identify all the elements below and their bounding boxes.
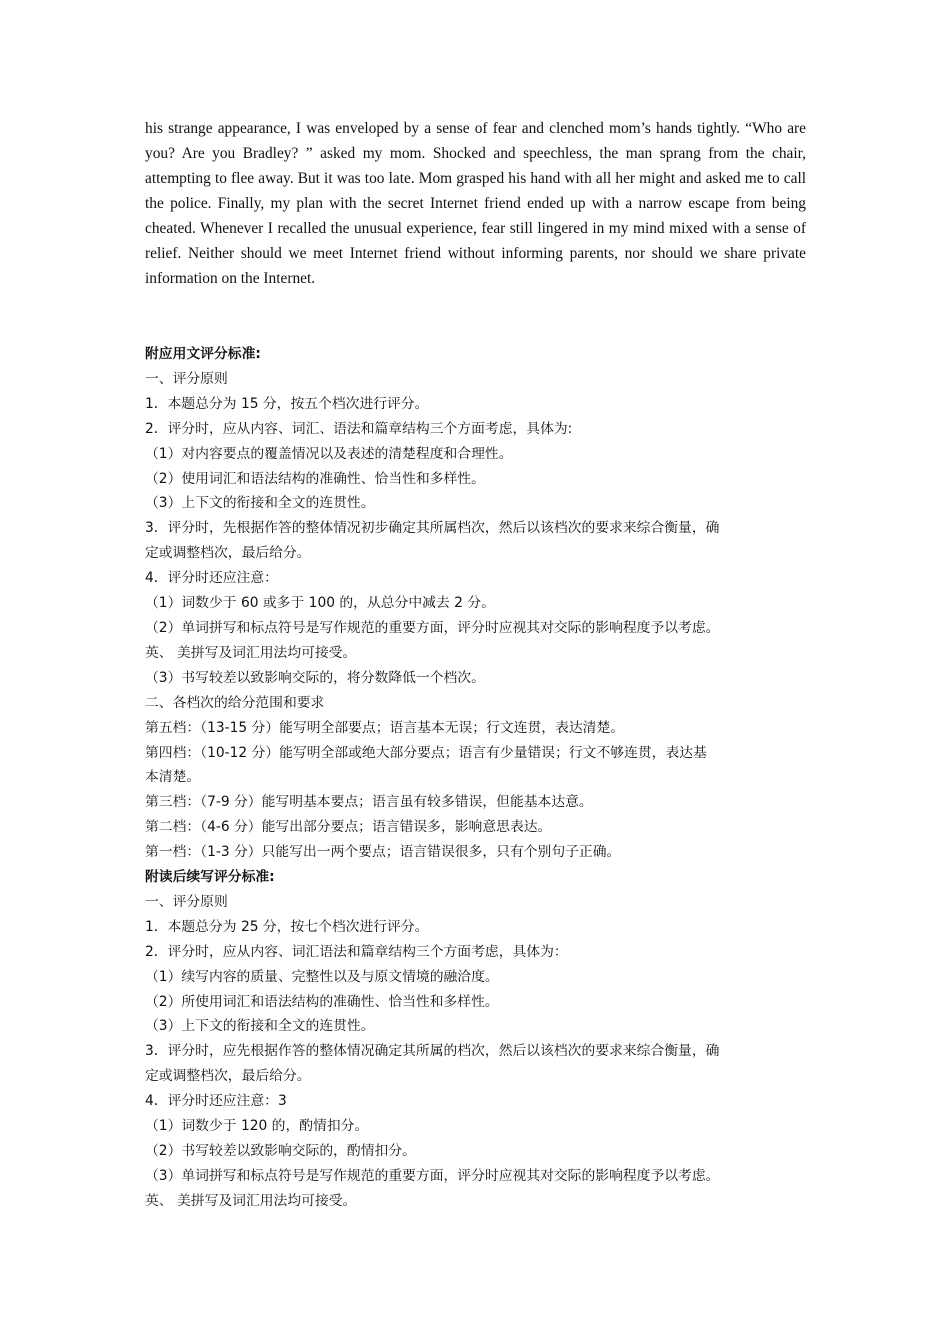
criteria-line: 第四档：（10-12 分）能写明全部或绝大部分要点；语言有少量错误；行文不够连贯，表达基 — [145, 744, 707, 761]
criteria-line: 定或调整档次，最后给分。 — [145, 1068, 311, 1085]
criteria-line: 4．评分时还应注意： — [145, 570, 278, 587]
criteria-line: （2）单词拼写和标点符号是写作规范的重要方面，评分时应视其对交际的影响程度予以考虑。 — [145, 619, 720, 636]
criteria-line: 第二档：（4-6 分）能写出部分要点；语言错误多，影响意思表达。 — [145, 819, 552, 836]
criteria-line: （2）使用词汇和语法结构的准确性、恰当性和多样性。 — [145, 470, 485, 487]
continuation-writing-heading: 附读后续写评分标准: — [145, 869, 275, 886]
criteria-line: （3）上下文的衔接和全文的连贯性。 — [145, 495, 375, 512]
criteria-line: 第三档：（7-9 分）能写明基本要点；语言虽有较多错误，但能基本达意。 — [145, 794, 593, 811]
criteria-line: 一、评分原则 — [145, 893, 228, 910]
criteria-line: （2）书写较差以致影响交际的，酌情扣分。 — [145, 1143, 416, 1159]
criteria-line: 本清楚。 — [145, 769, 201, 786]
applied-writing-heading: 附应用文评分标准: — [145, 346, 261, 362]
criteria-line: （3）书写较差以致影响交际的，将分数降低一个档次。 — [145, 669, 485, 686]
criteria-line: 第一档：（1-3 分）只能写出一两个要点；语言错误很多，只有个别句子正确。 — [145, 844, 621, 861]
criteria-line: 第五档：（13-15 分）能写明全部要点；语言基本无误；行文连贯，表达清楚。 — [145, 719, 625, 736]
criteria-line: 定或调整档次，最后给分。 — [145, 545, 311, 562]
criteria-line: 3．评分时，先根据作答的整体情况初步确定其所属档次，然后以该档次的要求来综合衡量，确 — [145, 520, 720, 537]
criteria-line: （2）所使用词汇和语法结构的准确性、恰当性和多样性。 — [145, 993, 499, 1010]
criteria-line: 3．评分时，应先根据作答的整体情况确定其所属的档次，然后以该档次的要求来综合衡量，确 — [145, 1043, 720, 1060]
criteria-line: 一、评分原则 — [145, 370, 228, 387]
criteria-line: 英、 美拼写及词汇用法均可接受。 — [145, 644, 357, 661]
criteria-line: 4．评分时还应注意：3 — [145, 1093, 287, 1110]
criteria-line: 二、各档次的给分范围和要求 — [145, 694, 325, 711]
criteria-line: 英、 美拼写及词汇用法均可接受。 — [145, 1192, 357, 1209]
criteria-line: 1．本题总分为 15 分，按五个档次进行评分。 — [145, 395, 429, 412]
criteria-line: （1）续写内容的质量、完整性以及与原文情境的融洽度。 — [145, 968, 499, 985]
criteria-line: （1）词数少于 60 或多于 100 的，从总分中减去 2 分。 — [145, 595, 495, 612]
criteria-line: （1）对内容要点的覆盖情况以及表述的清楚程度和合理性。 — [145, 445, 513, 462]
criteria-line: 2．评分时，应从内容、词汇、语法和篇章结构三个方面考虑，具体为: — [145, 420, 573, 437]
story-passage: his strange appearance, I was enveloped by a sense of fear and clenched mom’s hands tightly. “Who are you? Are you Bradley? ” asked my mom. Shocked and speechless, the man sprang from the chair, attempting to flee away. But it was too late. Mom grasped his hand with all her might and asked me to call the police. Finally, my plan with the secret Internet friend ended up with a narrow escape from being cheated. Whenever I recalled the unusual experience, fear still lingered in my mind mixed with a sense of relief. Neither should we meet Internet friend without informing parents, nor should we share private information on the Internet. — [145, 120, 806, 287]
criteria-line: （3）上下文的衔接和全文的连贯性。 — [145, 1018, 375, 1035]
criteria-line: 1．本题总分为 25 分，按七个档次进行评分。 — [145, 918, 429, 935]
criteria-line: 2．评分时，应从内容、词汇语法和篇章结构三个方面考虑，具体为： — [145, 943, 568, 960]
criteria-line: （3）单词拼写和标点符号是写作规范的重要方面，评分时应视其对交际的影响程度予以考虑。 — [145, 1167, 720, 1184]
criteria-line: （1）词数少于 120 的，酌情扣分。 — [145, 1118, 369, 1135]
scoring-criteria — [145, 342, 813, 1214]
